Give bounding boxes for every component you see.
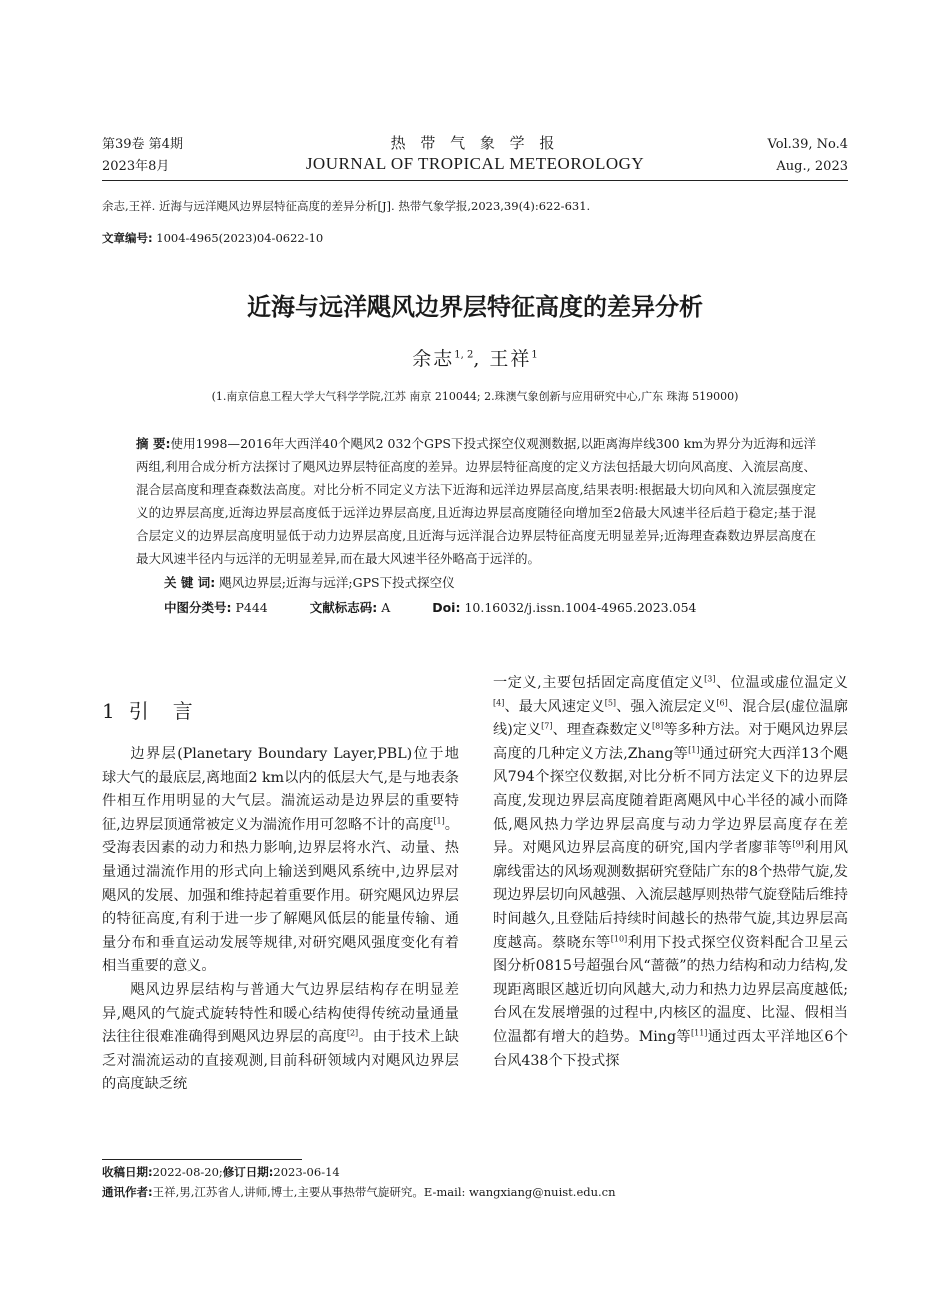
left-column [102,743,459,1097]
citation-ref: [2] [346,1028,359,1038]
publication-date: 2023年8月 [102,159,170,174]
section-title: 引言 [128,699,217,723]
citation-ref: [1] [433,816,445,826]
journal-name-chinese: 热 带 气 象 学 报 [390,134,560,152]
footnote-author [102,1184,616,1200]
received-label: 收稿日期: [102,1165,153,1179]
author-separator: , [473,348,482,370]
author-1: 余志 [412,348,455,370]
section-number: 1 [102,699,115,723]
volume-issue: 第39卷 第4期 [102,137,183,152]
author-2: 王祥 [489,348,532,370]
right-paragraph-1: 一定义,主要包括固定高度值定义[3]、位温或虚位温定义[4]、最大风速定义[5]、强入流层定义[6]、混合层(虚位温廓线)定义[7]、理查森数定义[8]等多种方法。对于飓风边界层高度的几种定义方法,Zhang等[1]通过研究大西洋13个飓风794个探空仪数据,对比分析不同方法定义下的边界层高度,发现边界层高度随着距离飓风中心半径的减小而降低,飓风热力学边界层高度与动力学边界层高度存在差异。对飓风边界层高度的研究,国内学者廖菲等[9]利用风廓线雷达的风场观测数据研究登陆广东的8个热带气旋,发现边界层切向风越强、入流层越厚则热带气旋登陆后维持时间越久,且登陆后持续时间越长的热带气旋,其边界层高度越高。蔡晓东等[10]利用下投式探空仪资料配合卫星云图分析0815号超强台风“蔷薇”的热力结构和动力结构,发现距离眼区越近切向风越大,动力和热力边界层高度越低;台风在发展增强的过程中,内核区的温度、比湿、假相当位温都有增大的趋势。Ming等[11]通过西太平洋地区6个台风438个下投式探 [493,674,848,1069]
corresponding-label: 通讯作者: [102,1185,153,1199]
citation-ref: [8] [651,721,664,731]
citation-ref: [3] [704,674,716,684]
abstract [136,432,816,619]
citation-ref: [5] [604,697,617,707]
footnote-rule [102,1159,302,1160]
citation-ref: [1] [688,745,700,755]
journal-name-english: JOURNAL OF TROPICAL METEOROLOGY [305,154,645,173]
keywords-line [136,571,816,594]
received-date: 2022-08-20; [152,1165,223,1179]
citation-ref: [11] [690,1028,708,1038]
article-number [102,230,323,246]
keywords-text: 飓风边界层;近海与远洋;GPS下投式探空仪 [219,575,455,590]
author-list [0,344,950,371]
article-number-label: 文章编号: [102,231,153,245]
citation-ref: [7] [541,721,553,731]
revised-date: 2023-06-14 [273,1165,340,1179]
doi-value: 10.16032/j.issn.1004-4965.2023.054 [464,600,697,615]
left-paragraph-2: 飓风边界层结构与普通大气边界层结构存在明显差异,飓风的气旋式旋转特性和暖心结构使得传统动量通量法往往很难准确得到飓风边界层的高度[2]。由于技术上缺乏对湍流运动的直接观测,目前科研领域内对飓风边界层的高度缺乏统 [102,981,459,1093]
publication-date-en: Aug., 2023 [776,159,848,174]
abstract-paragraph [136,432,816,570]
clc-value: P444 [235,600,268,615]
doc-code-label: 文献标志码: [309,600,378,615]
keywords-label: 关 键 词: [164,575,216,590]
article-title: 近海与远洋飓风边界层特征高度的差异分析 [247,293,703,321]
doi-label: Doi: [432,600,461,615]
author-1-affiliation: 1, 2 [454,349,474,361]
abstract-label: 摘 要: [136,436,171,451]
citation-ref: [10] [610,933,628,943]
citation-ref: [9] [792,839,804,849]
classification-line [136,596,816,619]
citation-line: 余志,王祥. 近海与远洋飓风边界层特征高度的差异分析[J]. 热带气象学报,2023,39(4):622-631. [102,199,591,213]
corresponding-info: 王祥,男,江苏省人,讲师,博士,主要从事热带气旋研究。E-mail: wangxiang@nuist.edu.cn [152,1185,616,1199]
doc-code-value: A [381,600,391,615]
revised-label: 修订日期: [222,1165,274,1179]
footnote-dates [102,1164,340,1180]
article-number-value: 1004-4965(2023)04-0622-10 [156,231,324,245]
header-rule [102,180,848,181]
author-2-affiliation: 1 [531,349,538,361]
citation-ref: [4] [493,697,505,707]
clc-label: 中图分类号: [164,600,232,615]
left-paragraph-1: 边界层(Planetary Boundary Layer,PBL)位于地球大气的最底层,离地面2 km以内的低层大气,是与地表条件相互作用明显的大气层。湍流运动是边界层的重要特征,边界层顶通常被定义为湍流作用可忽略不计的高度[1]。受海表因素的动力和热力影响,边界层将水汽、动量、热量通过湍流作用的形式向上输送到飓风系统中,边界层对飓风的发展、加强和维持起着重要作用。研究飓风边界层的特征高度,有利于进一步了解飓风低层的能量传输、通量分布和垂直运动发展等规律,对研究飓风强度变化有着相当重要的意义。 [102,746,459,975]
section-heading [102,695,217,724]
abstract-text: 使用1998—2016年大西洋40个飓风2 032个GPS下投式探空仪观测数据,以距离海岸线300 km为界分为近海和远洋两组,利用合成分析方法探讨了飓风边界层特征高度的差异。边界层特征高度的定义方法包括最大切向风高度、入流层高度、混合层高度和理查森数法高度。对比分析不同定义方法下近海和远洋边界层高度,结果表明:根据最大切向风和入流层强度定义的边界层高度,近海边界层高度低于远洋边界层高度,且近海边界层高度随径向增加至2倍最大风速半径后趋于稳定;基于混合层定义的边界层高度明显低于动力边界层高度,且近海与远洋混合边界层特征高度无明显差异;近海理查森数边界层高度在最大风速半径内与远洋的无明显差异,而在最大风速半径外略高于远洋的。 [136,436,816,566]
right-column [493,672,848,1073]
affiliations: (1.南京信息工程大学大气科学学院,江苏 南京 210044; 2.珠澳气象创新与应用研究中心,广东 珠海 519000) [211,390,739,403]
citation-ref: [6] [716,697,728,707]
volume-number-en: Vol.39, No.4 [767,137,848,152]
